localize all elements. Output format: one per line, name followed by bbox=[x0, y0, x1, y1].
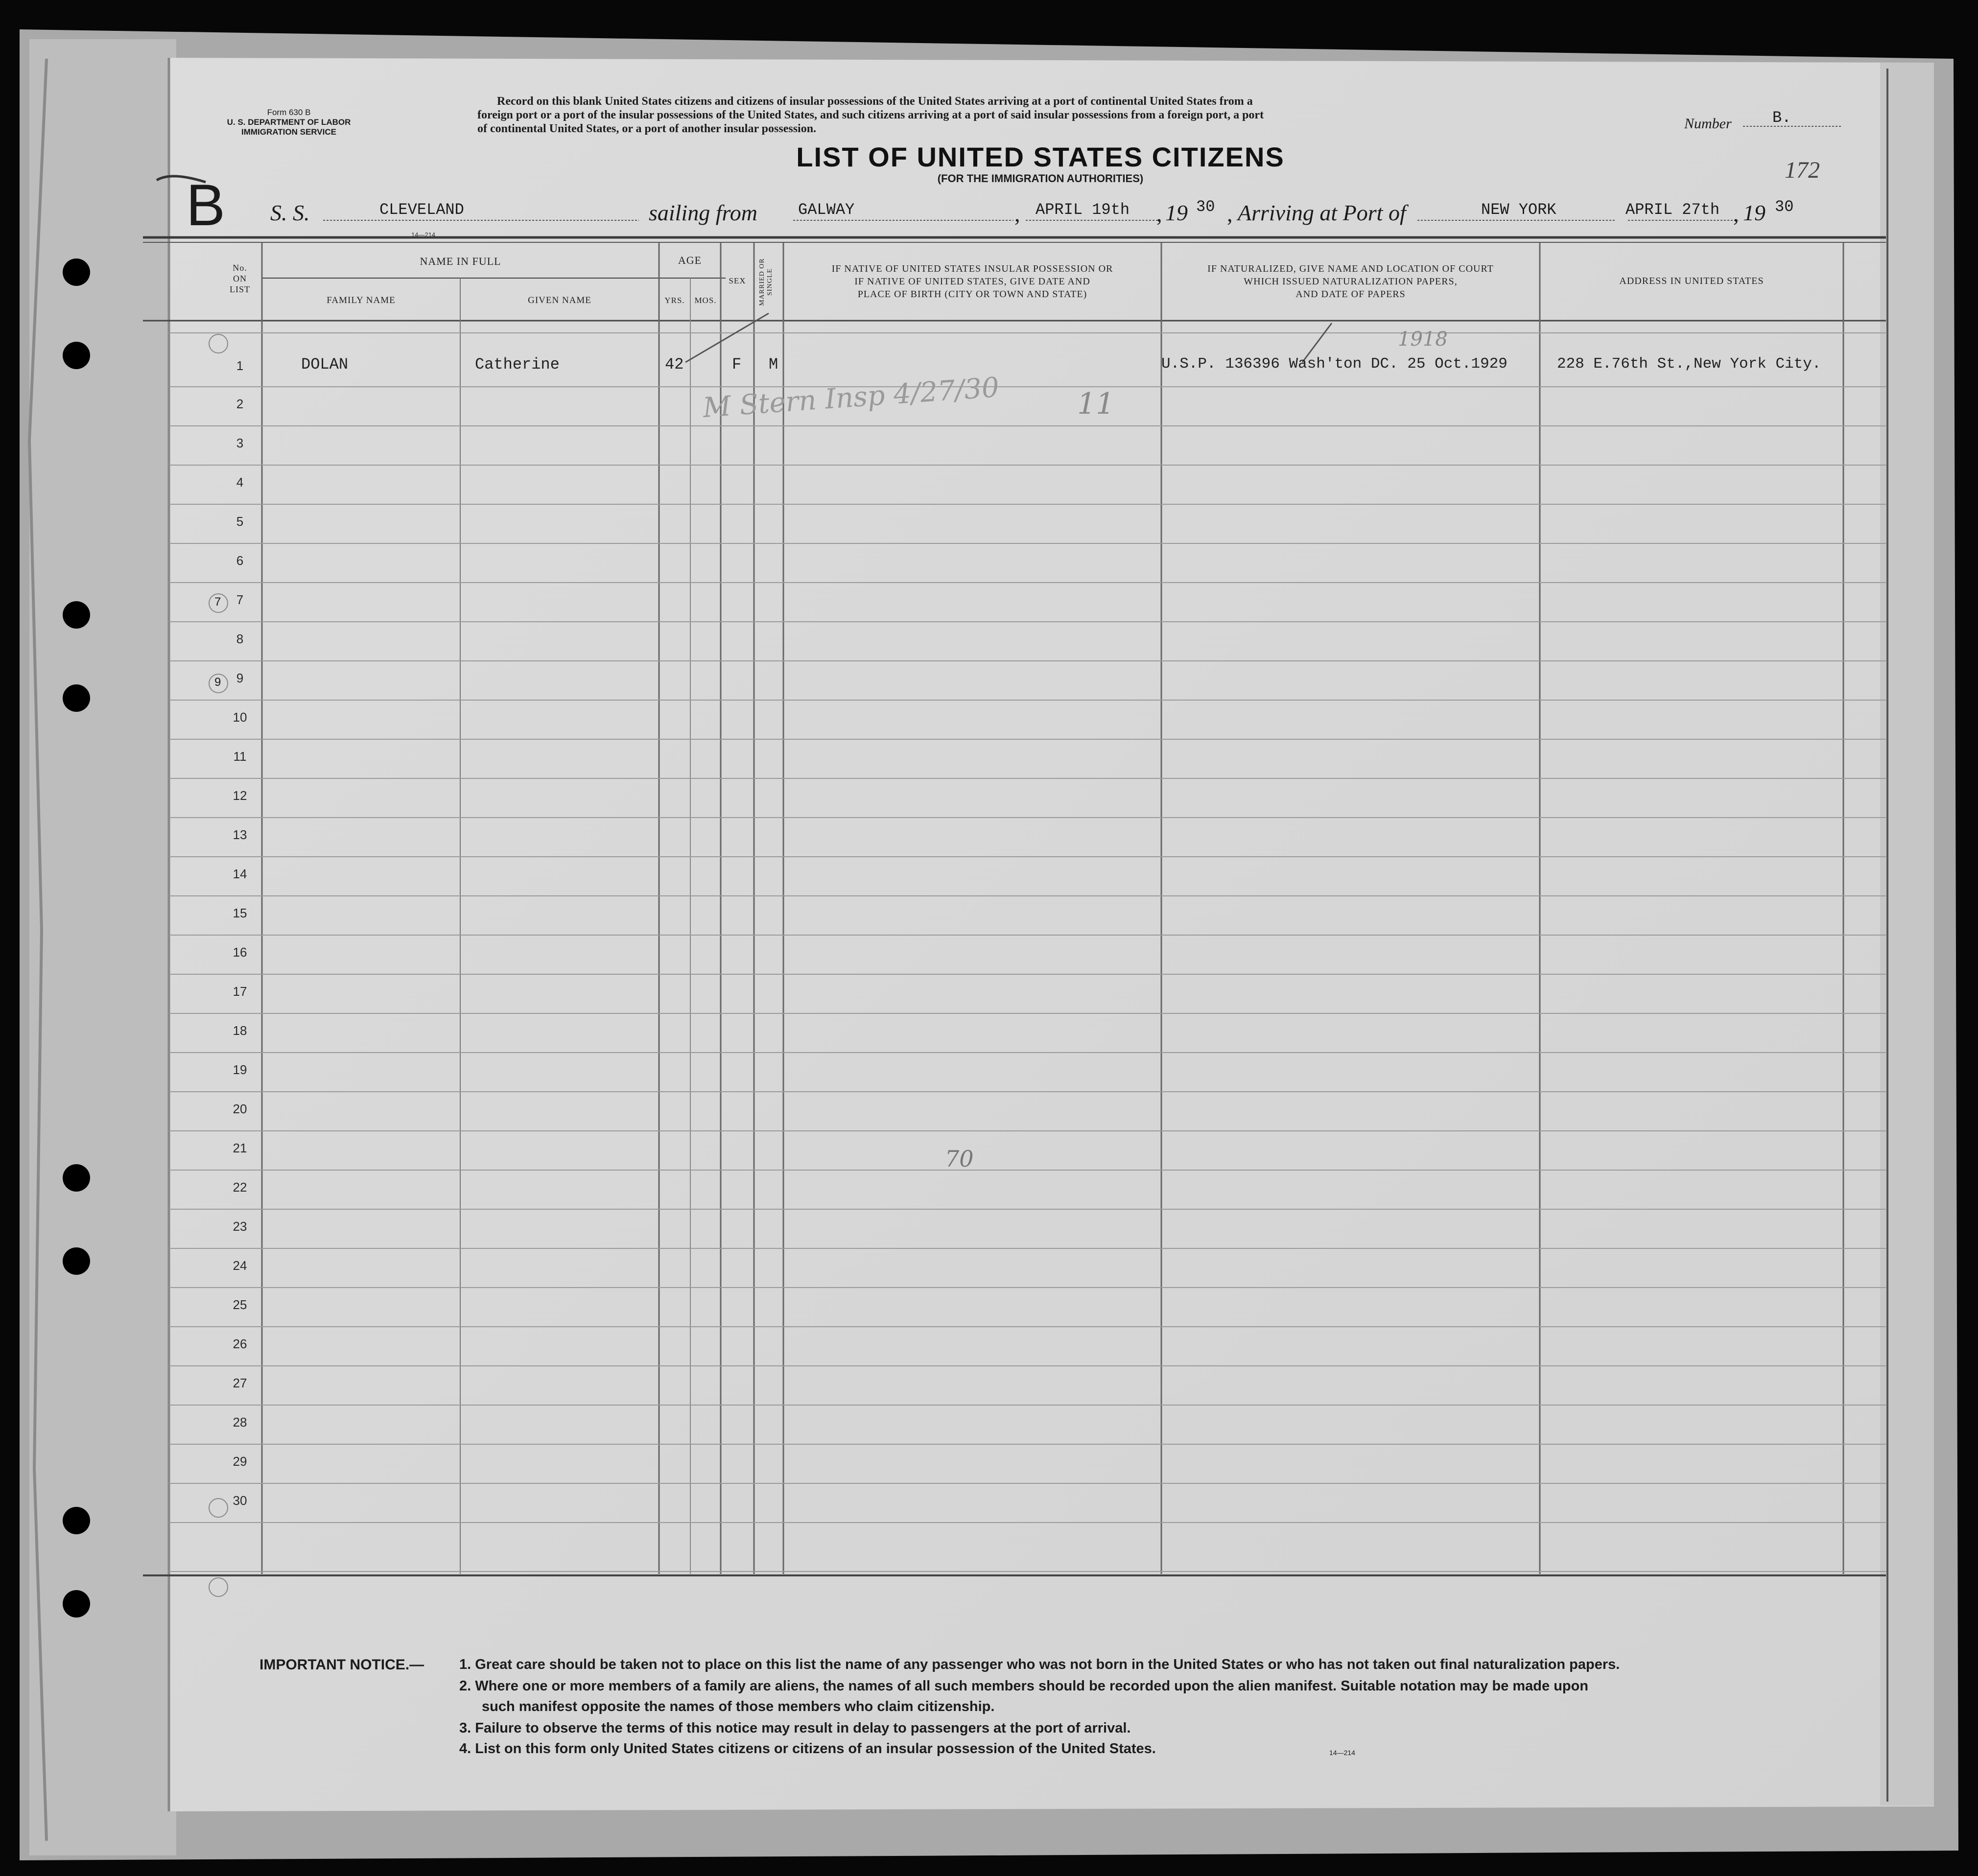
instruction-line-2: foreign port or a port of the insular possessions of the United States, and such citizens arriving at a port of said insular possessions from a foreign port, a port bbox=[477, 109, 1264, 121]
stamp-fraction: 11 bbox=[1077, 387, 1115, 421]
arrival-date: APRIL 27th bbox=[1625, 201, 1720, 219]
naturalization-cell: U.S.P. 136396 Wash'ton DC. 25 Oct.1929 bbox=[1161, 355, 1507, 373]
notice-item-2: 2. Where one or more members of a family are aliens, the names of all such members should be recorded upon the alien manifest. Suitable notation may be made upon bbox=[459, 1678, 1589, 1694]
header-address: ADDRESS IN UNITED STATES bbox=[1619, 276, 1764, 286]
punch-hole bbox=[63, 258, 90, 286]
notice-item-4: 4. List on this form only United States citizens or citizens of an insular possession of the United States. bbox=[459, 1741, 1156, 1757]
margin-circle bbox=[209, 334, 228, 353]
address-cell: 228 E.76th St.,New York City. bbox=[1557, 355, 1821, 373]
punch-hole bbox=[63, 1507, 90, 1534]
row-number: 19 bbox=[233, 1062, 247, 1077]
row-number: 16 bbox=[233, 945, 247, 960]
instruction-line-1: Record on this blank United States citizens and citizens of insular possessions of the United States arriving at a port of continental United States from a bbox=[497, 95, 1253, 108]
header-text: LIST bbox=[230, 284, 250, 294]
row-number: 29 bbox=[233, 1454, 247, 1469]
arrival-year: 30 bbox=[1775, 198, 1794, 216]
row-number: 24 bbox=[233, 1258, 247, 1273]
comma: , bbox=[1014, 201, 1020, 226]
row-number: 23 bbox=[233, 1219, 247, 1234]
handwritten-year: 1918 bbox=[1398, 328, 1448, 351]
form-number: Form 630 B bbox=[267, 108, 311, 117]
header-text: SINGLE bbox=[766, 268, 774, 296]
header-text: PLACE OF BIRTH (CITY OR TOWN AND STATE) bbox=[857, 289, 1087, 300]
row-number: 6 bbox=[236, 553, 244, 568]
sex-cell: F bbox=[732, 355, 742, 374]
comma: , bbox=[1156, 201, 1162, 226]
margin-circle-number: 7 bbox=[214, 595, 221, 609]
header-text: WHICH ISSUED NATURALIZATION PAPERS, bbox=[1244, 276, 1458, 287]
ship-name: CLEVELAND bbox=[379, 201, 464, 219]
sailing-from-label: sailing from bbox=[649, 200, 757, 225]
row-number: 25 bbox=[233, 1297, 247, 1312]
header-name-in-full: NAME IN FULL bbox=[420, 255, 501, 267]
notice-item-3: 3. Failure to observe the terms of this notice may result in delay to passengers at the port of arrival. bbox=[459, 1720, 1131, 1736]
service-name: IMMIGRATION SERVICE bbox=[241, 127, 336, 137]
header-given-name: GIVEN NAME bbox=[528, 295, 591, 305]
header-mos: MOS. bbox=[694, 296, 717, 305]
punch-hole bbox=[63, 1247, 90, 1275]
row-number: 17 bbox=[233, 984, 247, 999]
header-no-on-list bbox=[218, 262, 262, 295]
row-number: 2 bbox=[236, 397, 244, 411]
row-number: 10 bbox=[233, 710, 247, 725]
punch-hole bbox=[63, 342, 90, 369]
given-name-cell: Catherine bbox=[475, 355, 560, 374]
row-number: 18 bbox=[233, 1023, 247, 1038]
comma: , bbox=[1227, 201, 1233, 226]
year-prefix-sail: 19 bbox=[1165, 200, 1188, 225]
header-text: IF NATIVE OF UNITED STATES, GIVE DATE AND bbox=[854, 276, 1090, 287]
row-number: 22 bbox=[233, 1180, 247, 1195]
margin-circle bbox=[209, 1498, 228, 1518]
department-name: U. S. DEPARTMENT OF LABOR bbox=[227, 117, 351, 127]
punch-hole bbox=[63, 684, 90, 712]
row-number: 9 bbox=[236, 671, 244, 685]
ss-label: S. S. bbox=[270, 200, 310, 225]
marital-status-cell: M bbox=[769, 355, 778, 374]
page-title: LIST OF UNITED STATES CITIZENS bbox=[796, 141, 1285, 172]
mid-page-mark: 70 bbox=[945, 1146, 974, 1172]
number-label: Number bbox=[1684, 116, 1732, 132]
row-number: 5 bbox=[236, 514, 244, 529]
header-text: MARRIED OR bbox=[758, 258, 766, 306]
punch-hole bbox=[63, 601, 90, 629]
header-naturalized bbox=[1161, 262, 1540, 301]
header-family-name: FAMILY NAME bbox=[327, 295, 396, 305]
row-number: 21 bbox=[233, 1141, 247, 1155]
header-text: IF NATURALIZED, GIVE NAME AND LOCATION OF COURT bbox=[1207, 263, 1494, 274]
header-text: AND DATE OF PAPERS bbox=[1295, 289, 1406, 300]
row-number: 3 bbox=[236, 436, 244, 450]
arrival-port: NEW YORK bbox=[1481, 201, 1556, 219]
row-number: 14 bbox=[233, 867, 247, 881]
header-yrs: YRS. bbox=[664, 296, 685, 305]
header-age: AGE bbox=[678, 254, 702, 266]
page-number: 172 bbox=[1785, 157, 1820, 183]
punch-hole bbox=[63, 1164, 90, 1192]
row-number: 8 bbox=[236, 632, 244, 646]
age-years-cell: 42 bbox=[665, 355, 684, 374]
header-text: IF NATIVE OF UNITED STATES INSULAR POSSESSION OR bbox=[831, 263, 1113, 274]
family-name-cell: DOLAN bbox=[301, 355, 349, 374]
notice-heading: IMPORTANT NOTICE.— bbox=[259, 1657, 424, 1673]
header-native bbox=[783, 262, 1161, 301]
sail-date: APRIL 19th bbox=[1036, 201, 1130, 219]
number-value: B. bbox=[1772, 109, 1791, 127]
row-number: 12 bbox=[233, 788, 247, 803]
from-port: GALWAY bbox=[798, 201, 855, 219]
comma: , bbox=[1733, 201, 1739, 226]
row-number: 26 bbox=[233, 1337, 247, 1351]
row-number: 28 bbox=[233, 1415, 247, 1430]
year-prefix-arrival: 19 bbox=[1743, 200, 1766, 225]
page-subtitle: (FOR THE IMMIGRATION AUTHORITIES) bbox=[937, 172, 1144, 185]
row-number: 30 bbox=[233, 1493, 247, 1508]
row-number: 4 bbox=[236, 475, 244, 490]
arriving-label: Arriving at Port of bbox=[1238, 200, 1406, 225]
row-number: 7 bbox=[236, 592, 244, 607]
notice-item-1: 1. Great care should be taken not to place on this list the name of any passenger who was not born in the United States or who has not taken out final naturalization papers. bbox=[459, 1657, 1620, 1672]
header-text: No. bbox=[233, 263, 247, 273]
row-number: 1 bbox=[236, 358, 244, 373]
header-text: ON bbox=[233, 274, 247, 283]
header-married-or-single bbox=[758, 258, 774, 306]
row-number: 13 bbox=[233, 827, 247, 842]
sail-year: 30 bbox=[1196, 198, 1215, 216]
row-number: 11 bbox=[233, 749, 247, 764]
margin-circle bbox=[209, 1577, 228, 1597]
inspector-stamp-note: M Stern Insp 4/27/30 bbox=[702, 371, 1000, 424]
margin-letter: B bbox=[186, 172, 226, 238]
footer-code: 14—214 bbox=[1329, 1749, 1355, 1757]
printer-note: 14—214 bbox=[411, 231, 436, 238]
punch-hole bbox=[63, 1590, 90, 1618]
margin-circle-number: 9 bbox=[214, 676, 221, 689]
row-number: 27 bbox=[233, 1376, 247, 1390]
row-number: 15 bbox=[233, 906, 247, 920]
header-sex: SEX bbox=[729, 276, 746, 285]
instruction-line-3: of continental United States, or a port of another insular possession. bbox=[477, 122, 817, 135]
row-number: 20 bbox=[233, 1102, 247, 1116]
notice-item-2-cont: such manifest opposite the names of those members who claim citizenship. bbox=[482, 1699, 995, 1714]
